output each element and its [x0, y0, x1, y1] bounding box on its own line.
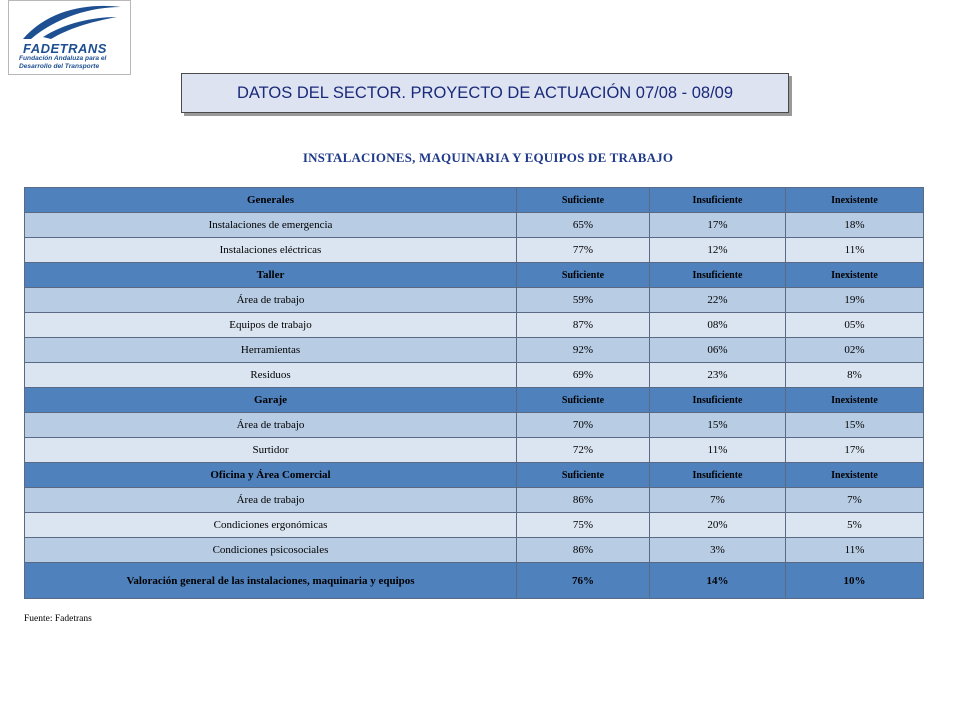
cell-inexistente: 7%	[786, 488, 924, 513]
group-header-row	[25, 188, 924, 213]
cell-insuficiente: 08%	[650, 313, 786, 338]
row-label: Surtidor	[25, 438, 517, 463]
total-suficiente: 76%	[517, 563, 650, 599]
table-body	[25, 188, 924, 599]
table-row	[25, 313, 924, 338]
logo-subtitle-line1: Fundación Andaluza para el	[19, 55, 107, 62]
column-header-insuficiente: Insuficiente	[650, 463, 786, 488]
column-header-inexistente: Inexistente	[786, 188, 924, 213]
table-row	[25, 513, 924, 538]
table-row	[25, 338, 924, 363]
column-header-inexistente: Inexistente	[786, 263, 924, 288]
group-name: Oficina y Área Comercial	[25, 463, 517, 488]
cell-inexistente: 05%	[786, 313, 924, 338]
column-header-suficiente: Suficiente	[517, 463, 650, 488]
cell-insuficiente: 11%	[650, 438, 786, 463]
cell-insuficiente: 12%	[650, 238, 786, 263]
group-name: Garaje	[25, 388, 517, 413]
cell-suficiente: 75%	[517, 513, 650, 538]
cell-insuficiente: 15%	[650, 413, 786, 438]
row-label: Herramientas	[25, 338, 517, 363]
cell-inexistente: 17%	[786, 438, 924, 463]
row-label: Residuos	[25, 363, 517, 388]
column-header-suficiente: Suficiente	[517, 263, 650, 288]
cell-inexistente: 15%	[786, 413, 924, 438]
equipment-table	[24, 187, 924, 599]
total-label: Valoración general de las instalaciones, maquinaria y equipos	[25, 563, 517, 599]
cell-suficiente: 59%	[517, 288, 650, 313]
total-row	[25, 563, 924, 599]
table-row	[25, 488, 924, 513]
row-label: Área de trabajo	[25, 488, 517, 513]
cell-insuficiente: 7%	[650, 488, 786, 513]
cell-insuficiente: 3%	[650, 538, 786, 563]
row-label: Instalaciones eléctricas	[25, 238, 517, 263]
group-header-row	[25, 388, 924, 413]
column-header-inexistente: Inexistente	[786, 463, 924, 488]
cell-insuficiente: 06%	[650, 338, 786, 363]
cell-inexistente: 11%	[786, 538, 924, 563]
cell-suficiente: 86%	[517, 488, 650, 513]
logo-subtitle-line2: Desarrollo del Transporte	[19, 62, 100, 70]
table-row	[25, 413, 924, 438]
column-header-insuficiente: Insuficiente	[650, 388, 786, 413]
group-header-row	[25, 263, 924, 288]
cell-suficiente: 69%	[517, 363, 650, 388]
cell-insuficiente: 20%	[650, 513, 786, 538]
section-title: INSTALACIONES, MAQUINARIA Y EQUIPOS DE TRABAJO	[302, 150, 674, 165]
cell-suficiente: 77%	[517, 238, 650, 263]
cell-inexistente: 19%	[786, 288, 924, 313]
cell-suficiente: 72%	[517, 438, 650, 463]
total-insuficiente: 14%	[650, 563, 786, 599]
cell-inexistente: 5%	[786, 513, 924, 538]
logo-name: FADETRANS	[23, 41, 107, 56]
table-row	[25, 363, 924, 388]
total-inexistente: 10%	[786, 563, 924, 599]
cell-suficiente: 65%	[517, 213, 650, 238]
source-note: Fuente: Fadetrans	[24, 614, 92, 624]
cell-suficiente: 92%	[517, 338, 650, 363]
cell-suficiente: 87%	[517, 313, 650, 338]
cell-inexistente: 11%	[786, 238, 924, 263]
logo-subtitle	[19, 55, 106, 70]
cell-inexistente: 02%	[786, 338, 924, 363]
column-header-insuficiente: Insuficiente	[650, 188, 786, 213]
cell-inexistente: 8%	[786, 363, 924, 388]
table-row	[25, 213, 924, 238]
page-title: DATOS DEL SECTOR. PROYECTO DE ACTUACIÓN 07/08 - 08/09	[181, 73, 789, 113]
logo-swoosh-icon	[9, 1, 132, 43]
column-header-inexistente: Inexistente	[786, 388, 924, 413]
cell-suficiente: 86%	[517, 538, 650, 563]
table-row	[25, 538, 924, 563]
group-name: Generales	[25, 188, 517, 213]
row-label: Instalaciones de emergencia	[25, 213, 517, 238]
cell-insuficiente: 23%	[650, 363, 786, 388]
row-label: Área de trabajo	[25, 288, 517, 313]
cell-suficiente: 70%	[517, 413, 650, 438]
cell-inexistente: 18%	[786, 213, 924, 238]
group-header-row	[25, 463, 924, 488]
row-label: Equipos de trabajo	[25, 313, 517, 338]
column-header-insuficiente: Insuficiente	[650, 263, 786, 288]
column-header-suficiente: Suficiente	[517, 188, 650, 213]
row-label: Condiciones psicosociales	[25, 538, 517, 563]
cell-insuficiente: 17%	[650, 213, 786, 238]
cell-insuficiente: 22%	[650, 288, 786, 313]
group-name: Taller	[25, 263, 517, 288]
table-row	[25, 438, 924, 463]
fadetrans-logo	[8, 0, 131, 75]
column-header-suficiente: Suficiente	[517, 388, 650, 413]
row-label: Condiciones ergonómicas	[25, 513, 517, 538]
table-row	[25, 238, 924, 263]
row-label: Área de trabajo	[25, 413, 517, 438]
table-row	[25, 288, 924, 313]
